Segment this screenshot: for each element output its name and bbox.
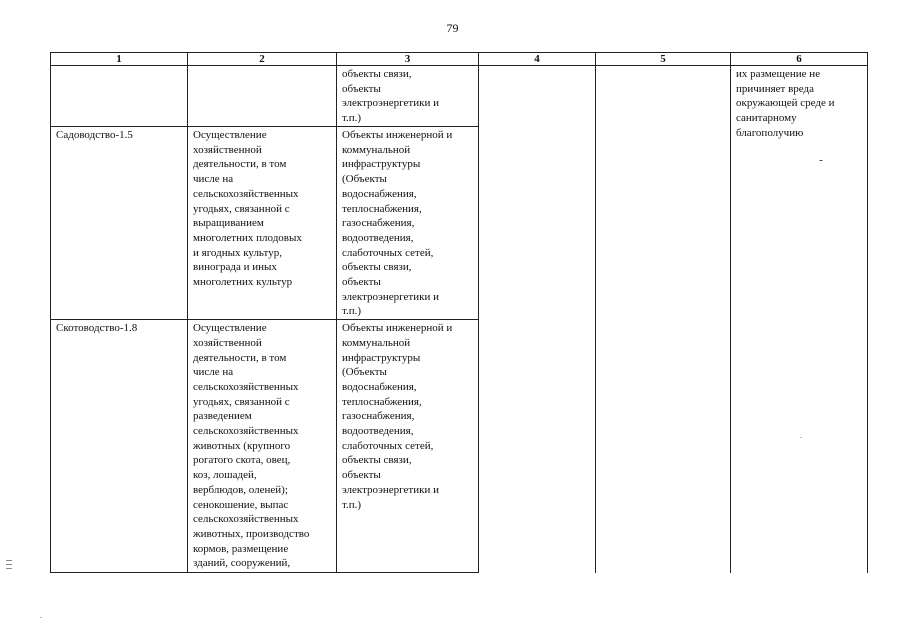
- regulations-table: [50, 52, 868, 573]
- land-use-type-cell: [51, 66, 188, 127]
- column-header-5: 5: [596, 53, 731, 66]
- conditions-text: их размещение не причиняет вреда окружающей среде и санитарному благополучию: [736, 68, 835, 139]
- infrastructure-cell: [337, 320, 479, 573]
- description-cell: [188, 66, 337, 127]
- infrastructure-cell: [337, 66, 479, 127]
- scan-margin-marks: [6, 560, 12, 582]
- column-header-3: 3: [337, 53, 479, 66]
- column-header-1: 1: [51, 53, 188, 66]
- land-use-type-label: Садоводство-1.5: [56, 129, 133, 141]
- description-text: Осуществление хозяйственной деятельности, в том числе на сельскохозяйственных угодьях, связанной с выращиванием многолетних плодовых и ягодных культур, винограда и иных многолетних культур: [193, 129, 302, 289]
- infrastructure-cell: [337, 127, 479, 320]
- land-use-type-cell: [51, 320, 188, 573]
- infrastructure-text: Объекты инженерной и коммунальной инфраструктуры (Объекты водоснабжения, теплоснабжения, газоснабжения, водоотведения, слаботочных сетей, объекты связи, объекты электроэнергетики и т.п.): [342, 129, 453, 318]
- description-cell: [188, 320, 337, 573]
- column-4-cell: [479, 66, 596, 573]
- page-number: 79: [446, 21, 459, 35]
- description-cell: [188, 127, 337, 320]
- table-row: [51, 66, 868, 127]
- header-row: [51, 53, 868, 66]
- column-header-4: 4: [479, 53, 596, 66]
- scan-speck: [40, 617, 42, 618]
- infrastructure-text: Объекты инженерной и коммунальной инфраструктуры (Объекты водоснабжения, теплоснабжения, газоснабжения, водоотведения, слаботочных сетей, объекты связи, объекты электроэнергетики и т.п.): [342, 322, 453, 511]
- conditions-cell: [731, 66, 868, 573]
- infrastructure-text: объекты связи, объекты электроэнергетики и т.п.): [342, 68, 439, 125]
- scan-speck: [800, 437, 802, 438]
- column-5-cell: [596, 66, 731, 573]
- land-use-type-cell: [51, 127, 188, 320]
- dash-mark: -: [819, 153, 823, 166]
- column-header-2: 2: [188, 53, 337, 66]
- description-text: Осуществление хозяйственной деятельности, в том числе на сельскохозяйственных угодьях, связанной с разведением сельскохозяйственных животных (крупного рогатого скота, овец, коз, лошадей, верблюдов, оленей); сенокошение, выпас сельскохозяйственных животных, производство кормов, размещение зданий, сооружений,: [193, 322, 310, 570]
- column-header-6: 6: [731, 53, 868, 66]
- land-use-type-label: Скотоводство-1.8: [56, 322, 138, 335]
